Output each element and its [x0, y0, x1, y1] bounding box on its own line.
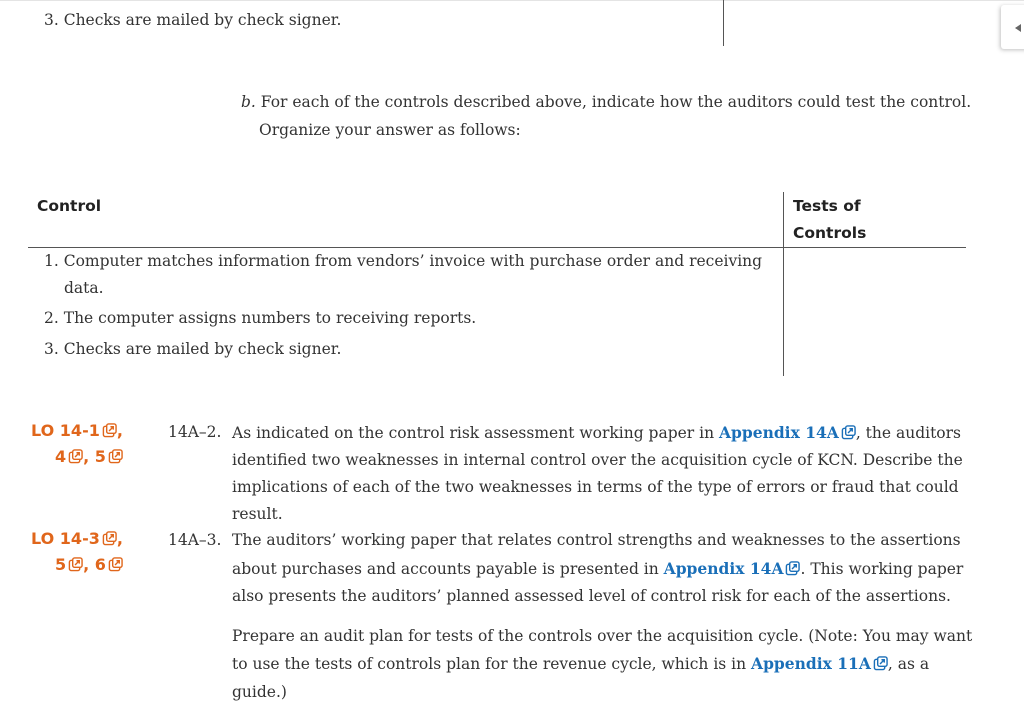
external-link-icon — [68, 449, 83, 464]
chevron-left-icon — [1015, 24, 1021, 32]
side-panel-toggle[interactable] — [1001, 5, 1024, 49]
problem-number: 14A–3. — [168, 531, 222, 549]
external-link-icon — [108, 449, 123, 464]
lo-14-3-refs[interactable]: 5 , 6 — [55, 555, 123, 574]
prev-list-item: 3. Checks are mailed by check signer. — [44, 11, 342, 29]
col-header-tests: Tests of Controls — [793, 197, 867, 242]
appendix-11a-link[interactable]: Appendix 11A — [751, 654, 871, 673]
lo-14-3-link[interactable]: LO 14-3 , — [31, 529, 123, 548]
part-b-letter: b. — [241, 93, 256, 111]
prev-table-divider — [723, 0, 724, 46]
top-divider — [0, 0, 1024, 1]
col-header-control: Control — [37, 197, 102, 215]
problem-number: 14A–2. — [168, 423, 222, 441]
external-link-icon — [102, 423, 117, 438]
lo-14-1-link[interactable]: LO 14-1 , — [31, 421, 123, 440]
appendix-14a-link[interactable]: Appendix 14A — [663, 558, 784, 578]
external-link-icon — [873, 656, 888, 671]
external-link-icon — [841, 425, 856, 440]
problem-14a-3-text: The auditors’ working paper that relates control strengths and weaknesses to the assertions about purchases and accounts payable is presented in Appendix 14A . This working paper also presents the auditors’ planned assessed level of control risk for each of the assertions. Prepare an audit plan for tests of the controls over the acquisition cycle. (Note: You may want to use the tests of controls plan for the revenue cycle, which is in Appendix 11A , as a guide.) — [232, 531, 973, 701]
table-column-divider — [783, 192, 784, 376]
external-link-icon — [102, 531, 117, 546]
external-link-icon — [68, 557, 83, 572]
part-b-text-line1: For each of the controls described above, indicate how the auditors could test the control. — [260, 93, 972, 111]
part-b — [241, 88, 971, 144]
lo-14-1-refs[interactable]: 4 , 5 — [55, 447, 123, 466]
external-link-icon — [785, 561, 800, 576]
problem-14a-2-text: As indicated on the control risk assessment working paper in Appendix 14A , the auditors identified two weaknesses in internal control over the acquisition cycle of KCN. Describe the implications of each of the two weaknesses in terms of the type of errors or fraud that could result. — [232, 423, 963, 523]
table-row: 2. The computer assigns numbers to receiving reports. — [44, 309, 477, 327]
table-row-continuation: data. — [64, 279, 104, 297]
table-row: 1. Computer matches information from vendors’ invoice with purchase order and receiving — [44, 252, 763, 270]
appendix-14a-link[interactable]: Appendix 14A — [719, 423, 839, 442]
external-link-icon — [108, 557, 123, 572]
table-row: 3. Checks are mailed by check signer. — [44, 340, 342, 358]
part-b-text-line2: Organize your answer as follows: — [259, 121, 521, 139]
